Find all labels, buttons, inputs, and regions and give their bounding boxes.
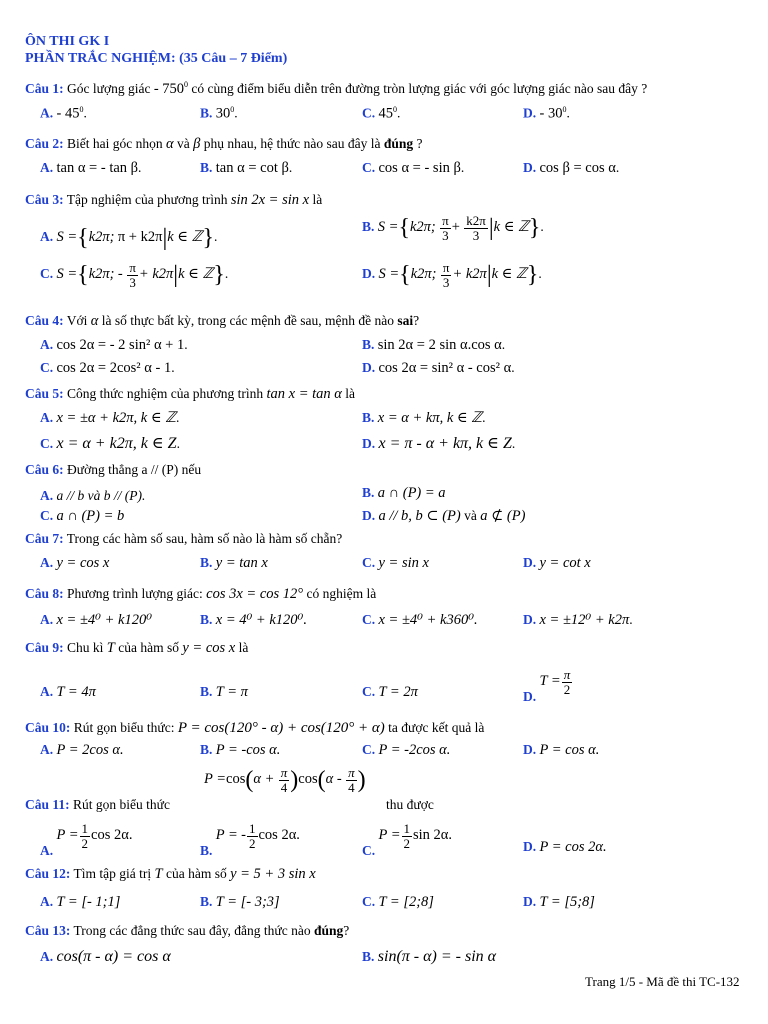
option-b[interactable]: B. x = α + kπ, k ∈ ℤ. (362, 410, 486, 426)
question-5: Câu 5: Công thức nghiệm của phương trình tan x = tan α là (25, 386, 356, 402)
option-c[interactable]: C. S ={k2π; - $\frac{\pi}{3}$ + k2π|k ∈ ℤ}. (40, 260, 229, 290)
option-d[interactable]: D. - $30^0$. (523, 105, 570, 122)
option-b[interactable]: B. sin(π - α) = - sin α (362, 948, 497, 965)
option-d[interactable]: D. y = cot x (523, 555, 591, 571)
exam-title: ÔN THI GK I (25, 34, 110, 49)
option-c[interactable]: C. P = $\frac{1}{2}$ sin 2α. (362, 821, 453, 859)
option-d[interactable]: D. x = π - α + kπ, k ∈ Z. (362, 435, 516, 452)
question-text: có cùng điểm biểu diễn trên đường tròn lượng giác với góc lượng giác nào sau đây ? (191, 80, 648, 96)
option-d[interactable]: D. P = cos 2α. (523, 839, 607, 855)
option-b[interactable]: B. x = 4⁰ + k120⁰. (200, 612, 307, 628)
option-a[interactable]: A. x = ±α + k2π, k ∈ ℤ. (40, 410, 180, 426)
question-11-equation: P =cos(α + $\frac{\pi}{4}$ )cos(α - $\frac{\pi}{4}$ ) (204, 765, 366, 795)
question-6: Câu 6: Đường thẳng a // (P) nếu (25, 462, 202, 477)
option-c[interactable]: C. $45^0$. (362, 105, 401, 122)
option-c[interactable]: C. x = ±4⁰ + k360⁰. (362, 612, 478, 628)
option-a[interactable]: A. x = ±4⁰ + k120⁰ (40, 612, 153, 628)
option-c[interactable]: C. T = [2;8] (362, 894, 434, 910)
option-b[interactable]: B. tan α = cot β. (200, 160, 293, 176)
question-2: Câu 2: Biết hai góc nhọn α và β phụ nhau, hệ thức nào sau đây là đúng ? (25, 136, 423, 152)
option-a[interactable]: A. cos 2α = - 2 sin² α + 1. (40, 337, 188, 353)
question-3: Câu 3: Tập nghiệm của phương trình sin 2x = sin x là (25, 192, 323, 208)
question-1 (25, 80, 647, 98)
option-d[interactable]: D. a // b, b ⊂ (P) và a ⊄ (P) (362, 508, 526, 524)
option-c[interactable]: C. cos 2α = 2cos² α - 1. (40, 360, 175, 376)
question-9: Câu 9: Chu kì T của hàm số y = cos x là (25, 640, 249, 656)
question-4: Câu 4: Với α là số thực bất kỳ, trong các mệnh đề sau, mệnh đề nào sai? (25, 313, 420, 329)
option-a[interactable]: A. T = 4π (40, 684, 96, 700)
question-10: Câu 10: Rút gọn biểu thức: P = cos(120° - α) + cos(120° + α) ta được kết quả là (25, 720, 485, 736)
option-c[interactable]: C. y = sin x (362, 555, 429, 571)
question-12: Câu 12: Tìm tập giá trị T của hàm số y = 5 + 3 sin x (25, 866, 316, 882)
option-c[interactable]: C. x = α + k2π, k ∈ Z. (40, 435, 180, 452)
option-c[interactable]: C. T = 2π (362, 684, 418, 700)
option-b[interactable]: B. T = π (200, 684, 248, 700)
section-title: PHẦN TRẮC NGHIỆM: (35 Câu – 7 Điểm) (25, 51, 288, 66)
option-a[interactable]: A. a // b và b // (P). (40, 488, 146, 503)
math-angle: - $750^0$ (153, 80, 189, 97)
option-a[interactable]: A. tan α = - tan β. (40, 160, 142, 176)
question-number: Câu 1: (25, 80, 64, 96)
option-a[interactable]: A. cos(π - α) = cos α (40, 948, 171, 965)
option-c[interactable]: C. a ∩ (P) = b (40, 508, 125, 524)
option-d[interactable]: D. T = [5;8] (523, 894, 595, 910)
option-b[interactable]: B. T = [- 3;3] (200, 894, 280, 910)
option-b[interactable]: B. P = - $\frac{1}{2}$ cos 2α. (200, 821, 300, 859)
option-a[interactable]: A. y = cos x (40, 555, 110, 571)
option-b[interactable]: B. P = -cos α. (200, 742, 281, 758)
option-b[interactable]: B. $30^0$. (200, 105, 238, 122)
question-11-label: Câu 11: Rút gọn biểu thức (25, 797, 170, 812)
question-7: Câu 7: Trong các hàm số sau, hàm số nào là hàm số chẵn? (25, 531, 343, 546)
option-a[interactable]: A. T = [- 1;1] (40, 894, 121, 910)
question-text: Góc lượng giác (67, 80, 151, 96)
option-d[interactable]: D. S ={k2π; $\frac{\pi}{3}$ + k2π|k ∈ ℤ}. (362, 260, 542, 290)
question-11-tail: thu được (386, 797, 434, 812)
page-footer: Trang 1/5 - Mã đề thi TC-132 (585, 974, 740, 989)
option-d[interactable]: D. cos β = cos α. (523, 160, 620, 176)
option-b[interactable]: B. y = tan x (200, 555, 268, 571)
option-d[interactable]: D. cos 2α = sin² α - cos² α. (362, 360, 515, 376)
option-a[interactable]: A. - $45^0$. (40, 105, 87, 122)
option-b[interactable]: B. a ∩ (P) = a (362, 485, 446, 501)
option-b[interactable]: B. S ={k2π; $\frac{\pi}{3}$ + $\frac{k2\pi}{3}$ |k ∈ ℤ}. (362, 213, 544, 243)
option-d[interactable]: D. x = ±12⁰ + k2π. (523, 612, 633, 628)
option-c[interactable]: C. cos α = - sin β. (362, 160, 465, 176)
question-13: Câu 13: Trong các đẳng thức sau đây, đẳng thức nào đúng? (25, 923, 350, 938)
option-c[interactable]: C. P = -2cos α. (362, 742, 451, 758)
option-d[interactable]: D. T = $\frac{\pi}{2}$ (523, 667, 571, 705)
option-a[interactable]: A. P = $\frac{1}{2}$ cos 2α. (40, 821, 133, 859)
option-a[interactable]: A. P = 2cos α. (40, 742, 124, 758)
option-a[interactable]: A. S ={k2π; π + k2π|k ∈ ℤ}. (40, 225, 218, 251)
option-d[interactable]: D. P = cos α. (523, 742, 600, 758)
question-8: Câu 8: Phương trình lượng giác: cos 3x = cos 12° có nghiệm là (25, 586, 377, 602)
option-b[interactable]: B. sin 2α = 2 sin α.cos α. (362, 337, 506, 353)
